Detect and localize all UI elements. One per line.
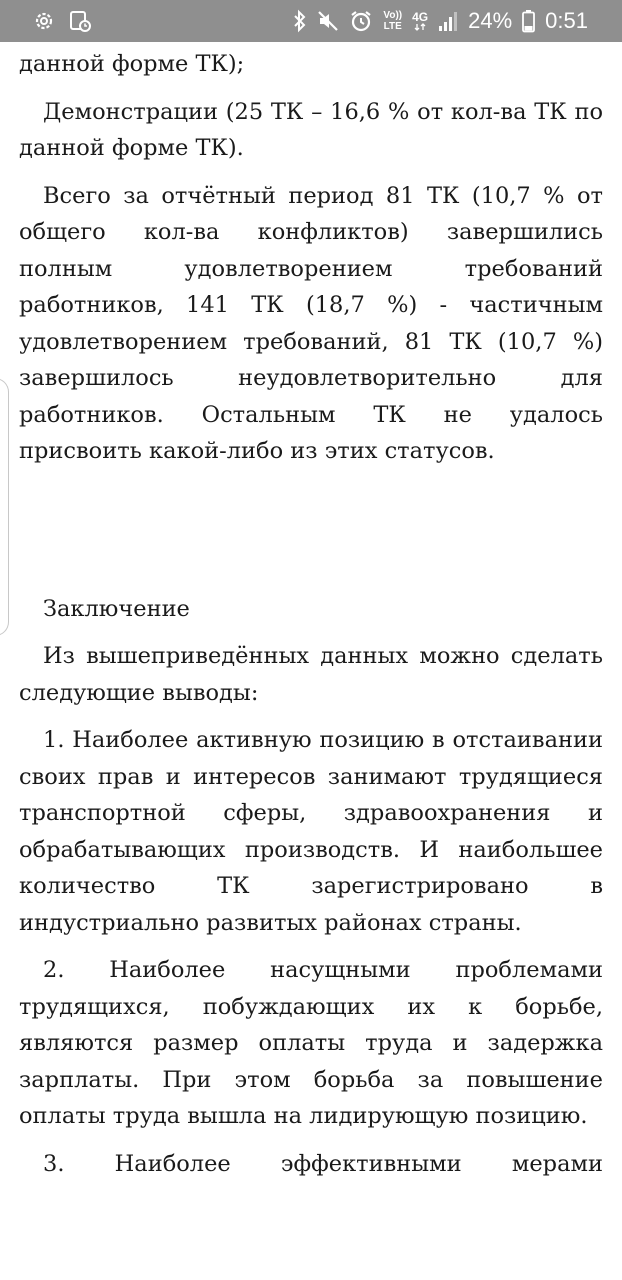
list-item: 1. Наиболее активную позицию в отстаивании своих прав и интересов занимают трудящиеся транспортной сферы, здравоохранения и обрабатывающих производств. И наибольшее количество ТК зарегистрировано в индустриально развитых районах страны. — [19, 727, 603, 936]
settings-gear-icon — [32, 9, 56, 33]
document-paragraph: данной форме ТК); — [19, 51, 245, 77]
status-bar — [0, 0, 622, 42]
battery-icon — [522, 9, 535, 33]
alarm-icon — [349, 9, 373, 33]
bluetooth-icon — [293, 9, 307, 33]
volte-label-top: Vo)) — [383, 10, 403, 21]
mute-icon — [317, 9, 339, 33]
blank-space — [19, 481, 603, 591]
section-heading: Заключение — [43, 595, 190, 622]
gallery-photo-icon — [70, 9, 92, 33]
document-paragraph: Всего за отчётный период 81 ТК (10,7 % от общего кол-ва конфликтов) завершились полным удовлетворением требований работников, 141 ТК (18,7 %) - частичным удовлетворением требований, 81 ТК (10,7 %) завершилось неудовлетворительно для работников. Остальным ТК не удалось присвоить какой-либо из этих статусов. — [19, 182, 603, 464]
document-body — [19, 46, 603, 1193]
volte-icon — [383, 10, 402, 32]
battery-percent: 24% — [468, 8, 513, 33]
4g-data-icon — [412, 9, 429, 31]
clock: 0:51 — [545, 8, 588, 33]
list-item: 3. Наиболее эффективными мерами — [43, 1150, 603, 1177]
document-paragraph: Демонстрации (25 ТК – 16,6 % от кол-ва ТК по данной форме ТК). — [19, 98, 603, 161]
list-item: 2. Наиболее насущными проблемами трудящихся, побуждающих их к борьбе, являются размер оплаты труда и задержка зарплаты. При этом борьба за повышение оплаты труда вышла на лидирующую позицию. — [19, 957, 603, 1129]
volte-label-bottom: LTE — [383, 21, 402, 32]
network-type: 4G — [412, 9, 429, 24]
signal-icon — [438, 9, 458, 33]
edge-panel-handle[interactable] — [0, 378, 9, 636]
document-paragraph: Из вышеприведённых данных можно сделать следующие выводы: — [19, 643, 603, 706]
